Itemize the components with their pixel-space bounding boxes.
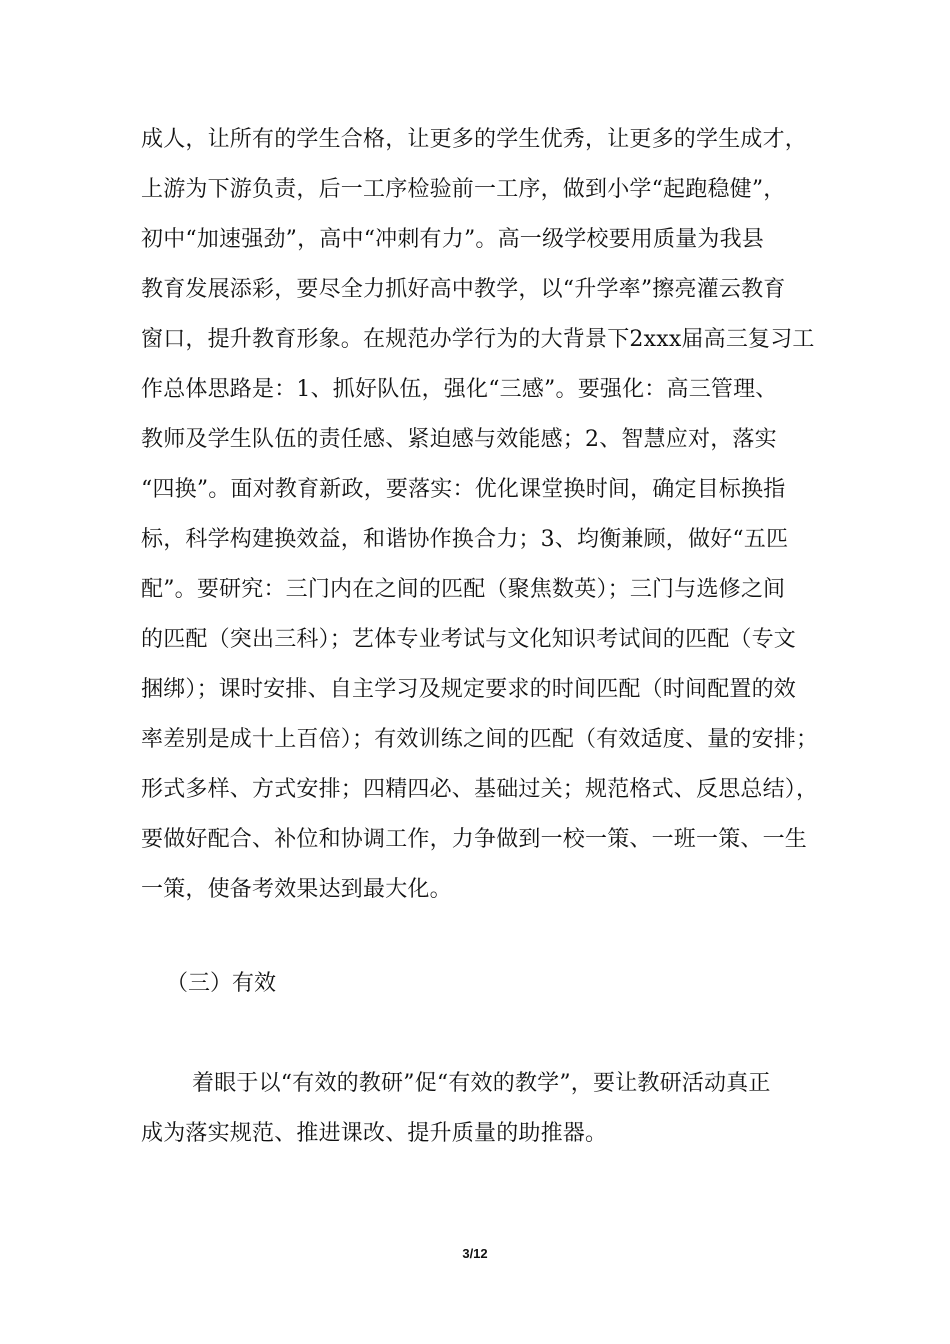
paragraph-2-line-2: 成为落实规范、推进课改、提升质量的助推器。 [141, 1121, 608, 1146]
paragraph-1-line-5: 窗口，提升教育形象。在规范办学行为的大背景下2xxx届高三复习工 [141, 327, 815, 352]
paragraph-1-line-4: 教育发展添彩，要尽全力抓好高中教学，以“升学率”擦亮灌云教育 [141, 277, 786, 302]
paragraph-1-line-13: 率差别是成十上百倍）；有效训练之间的匹配（有效适度、量的安排； [141, 727, 819, 752]
section-heading: （三）有效 [166, 971, 277, 996]
paragraph-1-line-9: 标，科学构建换效益，和谐协作换合力；3、均衡兼顾，做好“五匹 [141, 527, 789, 552]
paragraph-1-line-7: 教师及学生队伍的责任感、紧迫感与效能感；2、智慧应对，落实 [141, 427, 777, 452]
paragraph-1-line-2: 上游为下游负责，后一工序检验前一工序，做到小学“起跑稳健”， [141, 177, 786, 202]
paragraph-1-line-1: 成人，让所有的学生合格，让更多的学生优秀，让更多的学生成才， [141, 127, 808, 152]
paragraph-1-line-10: 配”。要研究：三门内在之间的匹配（聚焦数英）；三门与选修之间 [141, 577, 786, 602]
paragraph-1-line-3: 初中“加速强劲”，高中“冲刺有力”。高一级学校要用质量为我县 [141, 227, 764, 252]
paragraph-1-line-8: “四换”。面对教育新政，要落实：优化课堂换时间，确定目标换指 [141, 477, 786, 502]
paragraph-1-line-12: 捆绑）；课时安排、自主学习及规定要求的时间匹配（时间配置的效 [141, 677, 797, 702]
paragraph-1-line-6: 作总体思路是：1、抓好队伍，强化“三感”。要强化：高三管理、 [141, 377, 778, 402]
paragraph-1-line-16: 一策，使备考效果达到最大化。 [141, 877, 452, 902]
paragraph-1-line-15: 要做好配合、补位和协调工作，力争做到一校一策、一班一策、一生 [141, 827, 808, 852]
paragraph-1-line-11: 的匹配（突出三科）；艺体专业考试与文化知识考试间的匹配（专文 [141, 627, 797, 652]
paragraph-1-line-14: 形式多样、方式安排；四精四必、基础过关；规范格式、反思总结）， [141, 777, 819, 802]
page-number: 3/12 [462, 1246, 488, 1261]
paragraph-2-line-1: 着眼于以“有效的教研”促“有效的教学”，要让教研活动真正 [192, 1071, 771, 1096]
